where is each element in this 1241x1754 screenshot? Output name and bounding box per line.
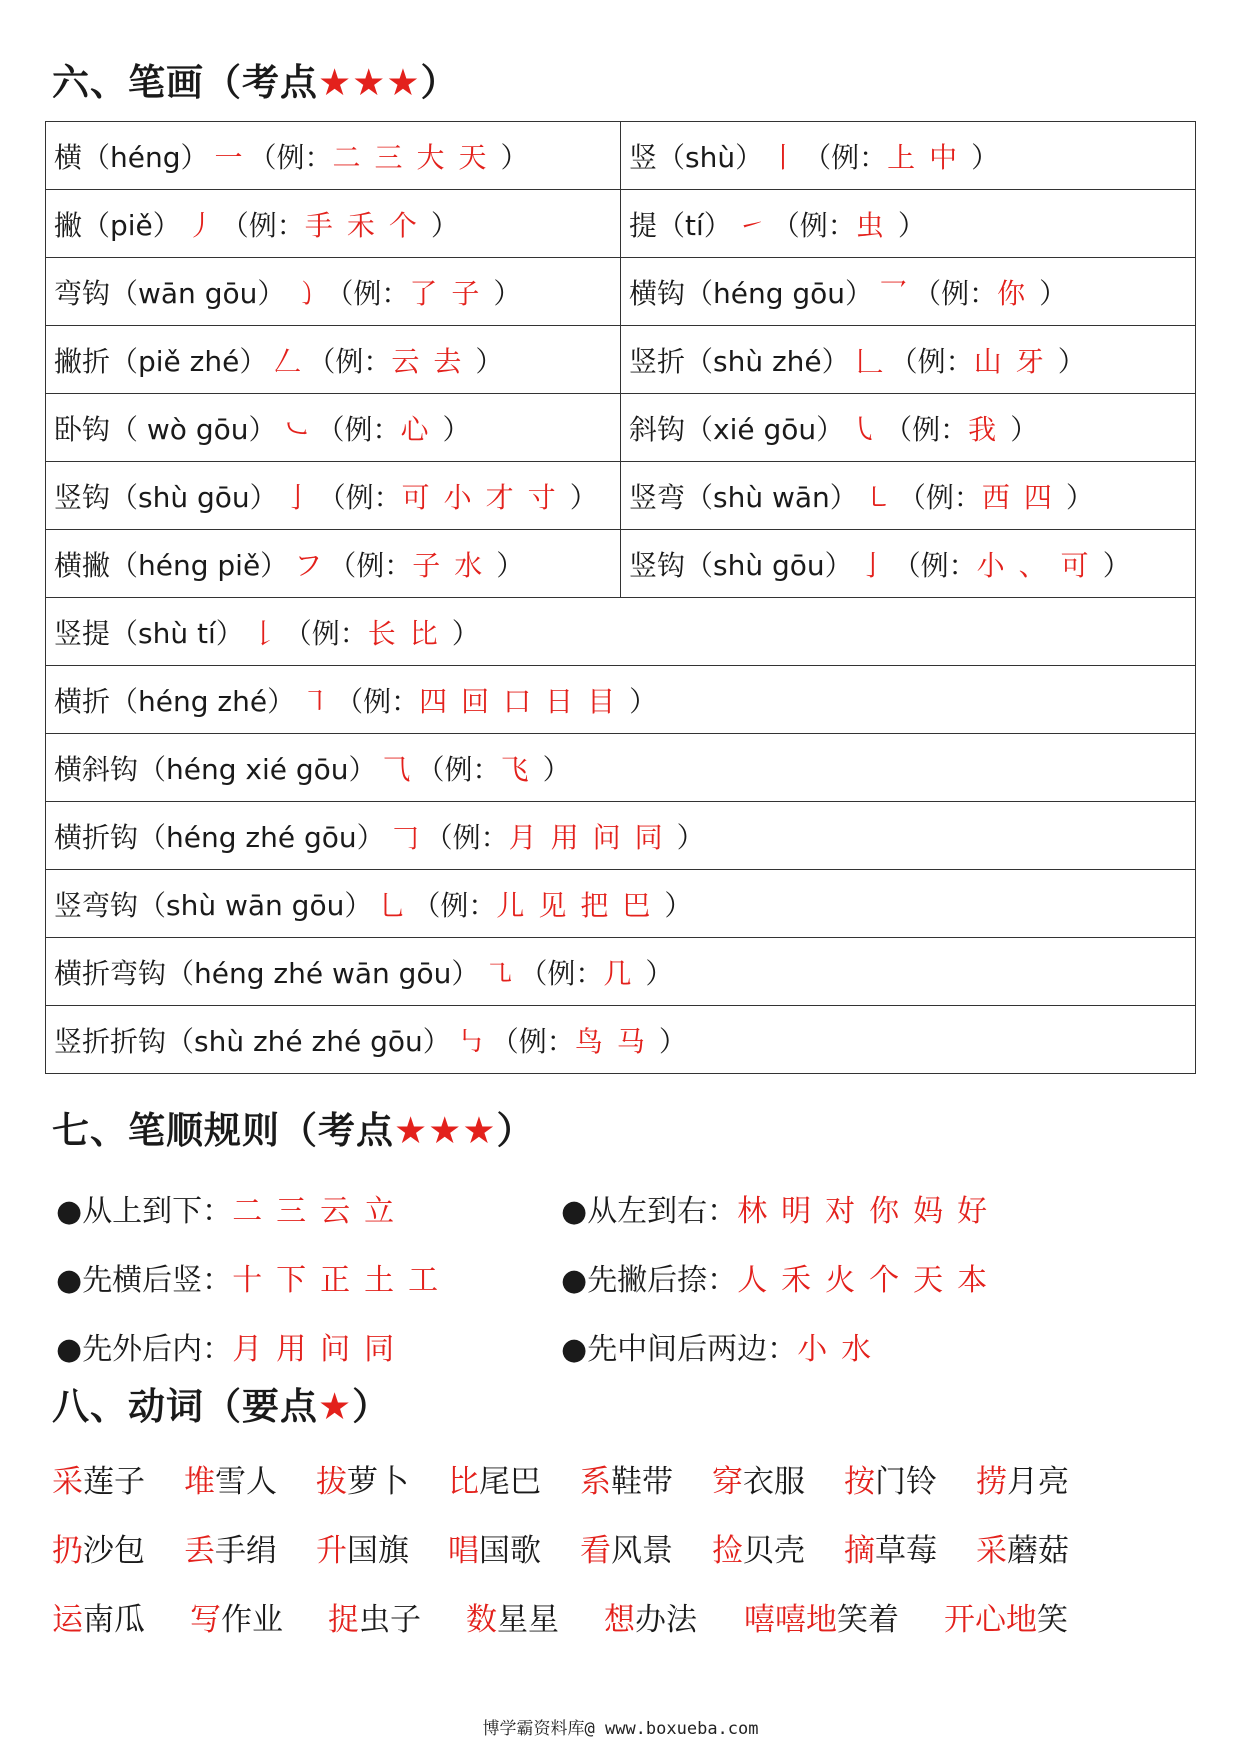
verb-word: 采	[52, 1464, 83, 1500]
rule-item	[561, 1324, 1186, 1368]
verb-object: 南瓜	[83, 1602, 145, 1638]
verb-word: 摘	[844, 1533, 875, 1569]
example-label: （例：	[889, 344, 974, 378]
example-chars: 鸟马	[574, 1024, 659, 1058]
verb-word: 采	[976, 1533, 1007, 1569]
section7-heading	[52, 1109, 535, 1152]
verb-phrase	[190, 1594, 283, 1639]
example-close: ）	[500, 140, 529, 174]
verb-object: 星星	[497, 1602, 559, 1638]
stroke-glyph: 𠃋	[273, 344, 302, 378]
verb-word: 嘻嘻地	[744, 1602, 837, 1638]
verb-phrase	[580, 1525, 673, 1570]
rule-item	[56, 1324, 561, 1368]
verb-object: 莲子	[83, 1464, 145, 1500]
stroke-cell	[46, 326, 621, 394]
bullet-icon: ●	[561, 1262, 588, 1298]
stroke-glyph: ㇃	[282, 412, 311, 446]
example-close: ）	[493, 276, 522, 310]
verb-word: 拔	[316, 1464, 347, 1500]
verb-phrase	[976, 1456, 1069, 1501]
verb-phrase	[712, 1525, 805, 1570]
rule-item	[561, 1255, 1186, 1299]
bullet-icon: ●	[56, 1193, 83, 1229]
stroke-row	[46, 734, 1196, 802]
stroke-cell	[621, 122, 1196, 190]
example-chars: 长比	[367, 616, 452, 650]
rule-chars: 月用问同	[232, 1331, 409, 1367]
verb-object: 笑	[1037, 1602, 1068, 1638]
example-close: ）	[645, 956, 674, 990]
stroke-row	[46, 938, 1196, 1006]
stroke-cell	[46, 258, 621, 326]
example-label: （例：	[424, 820, 509, 854]
stroke-glyph: ㇁	[291, 276, 320, 310]
example-chars: 我	[968, 412, 1011, 446]
verb-object: 萝卜	[347, 1464, 409, 1500]
stroke-name: 横撇（héng piě）	[54, 548, 289, 582]
section7-title: 七、笔顺规则	[52, 1109, 280, 1152]
stroke-name: 竖提（shù tí）	[54, 616, 244, 650]
stroke-cell	[621, 326, 1196, 394]
rule-label: 先横后竖：	[82, 1262, 233, 1298]
rule-chars: 林明对你妈好	[737, 1193, 1002, 1229]
example-close: ）	[1039, 276, 1068, 310]
stroke-glyph: 亅	[283, 480, 312, 514]
rule-item	[56, 1255, 561, 1299]
verb-object: 鞋带	[611, 1464, 673, 1500]
verb-phrase	[328, 1594, 421, 1639]
stroke-name: 横折弯钩（héng zhé wān gōu）	[54, 956, 480, 990]
stroke-cell	[46, 122, 621, 190]
stroke-name: 竖（shù）	[629, 140, 764, 174]
stroke-order-rules	[56, 1173, 1186, 1380]
verb-phrase	[580, 1456, 673, 1501]
stroke-name: 横斜钩（héng xié gōu）	[54, 752, 377, 786]
verb-word: 数	[466, 1602, 497, 1638]
bullet-icon: ●	[56, 1331, 83, 1367]
verb-object: 作业	[221, 1602, 283, 1638]
stroke-glyph: 乚	[378, 888, 407, 922]
example-chars: 心	[400, 412, 443, 446]
example-close: ）	[658, 1024, 687, 1058]
verb-word: 捡	[712, 1533, 743, 1569]
verb-word: 捞	[976, 1464, 1007, 1500]
bullet-icon: ●	[561, 1331, 588, 1367]
example-close: ）	[496, 548, 525, 582]
verb-phrase	[844, 1525, 937, 1570]
verb-word: 比	[448, 1464, 479, 1500]
example-close: ）	[664, 888, 693, 922]
example-chars: 虫	[855, 208, 898, 242]
verb-word: 看	[580, 1533, 611, 1569]
stroke-cell	[46, 1006, 1196, 1074]
verb-phrase	[316, 1525, 409, 1570]
section6-note-prefix: （考点	[204, 61, 318, 104]
stroke-row	[46, 666, 1196, 734]
stroke-cell	[46, 394, 621, 462]
verb-row	[52, 1513, 1202, 1582]
verb-object: 尾巴	[479, 1464, 541, 1500]
verb-word: 按	[844, 1464, 875, 1500]
verb-word: 丢	[184, 1533, 215, 1569]
rule-item	[56, 1186, 561, 1230]
rule-chars: 人禾火个天本	[737, 1262, 1002, 1298]
example-chars: 了子	[409, 276, 494, 310]
stroke-cell	[46, 666, 1196, 734]
verb-phrase	[52, 1456, 145, 1501]
section7-note-suffix: ）	[496, 1109, 535, 1152]
stroke-cell	[46, 598, 1196, 666]
section6-heading	[52, 61, 459, 104]
example-chars: 云去	[391, 344, 476, 378]
verb-phrase	[744, 1594, 899, 1639]
stroke-name: 弯钩（wān gōu）	[54, 276, 286, 310]
section7-note-prefix: （考点	[280, 1109, 394, 1152]
example-label: （例：	[325, 276, 410, 310]
rule-label: 先中间后两边：	[587, 1331, 798, 1367]
example-label: （例：	[412, 888, 497, 922]
example-close: ）	[897, 208, 926, 242]
stroke-cell	[621, 462, 1196, 530]
section7-stars: ★★★	[394, 1109, 497, 1152]
verb-object: 沙包	[83, 1533, 145, 1569]
example-close: ）	[442, 412, 471, 446]
rule-label: 先撇后捺：	[587, 1262, 738, 1298]
example-chars: 西四	[981, 480, 1066, 514]
example-label: （例：	[803, 140, 888, 174]
stroke-glyph: 𠃌	[390, 820, 419, 854]
stroke-row	[46, 326, 1196, 394]
example-close: ）	[1102, 548, 1131, 582]
bullet-icon: ●	[56, 1262, 83, 1298]
example-close: ）	[475, 344, 504, 378]
stroke-name: 卧钩（ wò gōu）	[54, 412, 277, 446]
stroke-glyph: 𠃊	[855, 344, 884, 378]
stroke-glyph: ⺄	[382, 752, 411, 786]
example-close: ）	[1065, 480, 1094, 514]
stroke-glyph: ㇉	[456, 1024, 485, 1058]
stroke-glyph: ㇀	[737, 208, 766, 242]
example-close: ）	[451, 616, 480, 650]
verb-object: 办法	[635, 1602, 697, 1638]
stroke-glyph: 一	[214, 140, 243, 174]
section8-note-prefix: （要点	[204, 1385, 318, 1428]
example-chars: 月用问同	[508, 820, 677, 854]
verb-object: 国歌	[479, 1533, 541, 1569]
stroke-cell	[621, 258, 1196, 326]
stroke-name: 竖钩（shù gōu）	[54, 480, 278, 514]
stroke-name: 竖折（shù zhé）	[629, 344, 850, 378]
verb-phrases	[52, 1444, 1202, 1651]
verb-object: 贝壳	[743, 1533, 805, 1569]
stroke-glyph: 𠄌	[249, 616, 278, 650]
verb-object: 草莓	[875, 1533, 937, 1569]
stroke-glyph: 丨	[769, 140, 798, 174]
verb-word: 扔	[52, 1533, 83, 1569]
example-label: （例：	[490, 1024, 575, 1058]
example-close: ）	[1010, 412, 1039, 446]
stroke-row	[46, 122, 1196, 190]
stroke-name: 斜钩（xié gōu）	[629, 412, 845, 446]
verb-object: 风景	[611, 1533, 673, 1569]
stroke-glyph: ㇕	[301, 684, 330, 718]
example-chars: 几	[603, 956, 646, 990]
verb-object: 手绢	[215, 1533, 277, 1569]
stroke-name: 横折钩（héng zhé gōu）	[54, 820, 385, 854]
rule-label: 从上到下：	[82, 1193, 233, 1229]
verb-row	[52, 1582, 1202, 1651]
example-chars: 子水	[412, 548, 497, 582]
verb-word: 运	[52, 1602, 83, 1638]
rule-row	[56, 1311, 1186, 1380]
stroke-cell	[621, 394, 1196, 462]
example-chars: 二三大天	[332, 140, 501, 174]
rule-row	[56, 1173, 1186, 1242]
rule-label: 先外后内：	[82, 1331, 233, 1367]
stroke-name: 竖折折钩（shù zhé zhé gōu）	[54, 1024, 451, 1058]
stroke-name: 横折（héng zhé）	[54, 684, 296, 718]
verb-phrase	[316, 1456, 409, 1501]
section8-note-suffix: ）	[352, 1385, 391, 1428]
example-close: ）	[542, 752, 571, 786]
stroke-name: 提（tí）	[629, 208, 732, 242]
verb-phrase	[184, 1525, 277, 1570]
example-label: （例：	[897, 480, 982, 514]
stroke-name: 撇折（piě zhé）	[54, 344, 268, 378]
stroke-cell	[46, 462, 621, 530]
stroke-row	[46, 1006, 1196, 1074]
stroke-name: 竖弯钩（shù wān gōu）	[54, 888, 373, 922]
stroke-glyph: フ	[294, 548, 323, 582]
stroke-name: 竖钩（shù gōu）	[629, 548, 853, 582]
verb-word: 堆	[184, 1464, 215, 1500]
example-label: （例：	[913, 276, 998, 310]
stroke-name: 横钩（héng gōu）	[629, 276, 874, 310]
verb-word: 想	[604, 1602, 635, 1638]
stroke-row	[46, 530, 1196, 598]
verb-object: 雪人	[215, 1464, 277, 1500]
verb-object: 蘑菇	[1007, 1533, 1069, 1569]
example-chars: 四回口日目	[419, 684, 630, 718]
example-label: （例：	[892, 548, 977, 582]
verb-phrase	[712, 1456, 805, 1501]
example-label: （例：	[771, 208, 856, 242]
stroke-glyph: ㇈	[485, 956, 514, 990]
example-close: ）	[629, 684, 658, 718]
verb-phrase	[52, 1594, 145, 1639]
stroke-cell	[46, 734, 1196, 802]
example-label: （例：	[307, 344, 392, 378]
example-chars: 可小才寸	[401, 480, 570, 514]
rule-label: 从左到右：	[587, 1193, 738, 1229]
stroke-cell	[621, 190, 1196, 258]
example-close: ）	[569, 480, 598, 514]
example-chars: 小、可	[976, 548, 1103, 582]
example-chars: 儿见把巴	[496, 888, 665, 922]
verb-word: 系	[580, 1464, 611, 1500]
strokes-table	[45, 121, 1196, 1074]
stroke-glyph: 亅	[858, 548, 887, 582]
stroke-glyph: ㇄	[863, 480, 892, 514]
example-label: （例：	[519, 956, 604, 990]
stroke-row	[46, 394, 1196, 462]
section8-title: 八、动词	[52, 1385, 204, 1428]
stroke-name: 竖弯（shù wān）	[629, 480, 858, 514]
rule-item	[561, 1186, 1186, 1230]
stroke-cell	[621, 530, 1196, 598]
verb-row	[52, 1444, 1202, 1513]
section8-heading	[52, 1385, 391, 1428]
rule-chars: 十下正土工	[232, 1262, 453, 1298]
example-label: （例：	[220, 208, 305, 242]
example-chars: 你	[997, 276, 1040, 310]
example-close: ）	[1057, 344, 1086, 378]
verb-object: 笑着	[837, 1602, 899, 1638]
stroke-row	[46, 870, 1196, 938]
stroke-cell	[46, 938, 1196, 1006]
section8-stars: ★	[318, 1385, 353, 1428]
verb-phrase	[976, 1525, 1069, 1570]
rule-chars: 二三云立	[232, 1193, 409, 1229]
example-close: ）	[430, 208, 459, 242]
example-label: （例：	[283, 616, 368, 650]
rule-row	[56, 1242, 1186, 1311]
section6-note-suffix: ）	[420, 61, 459, 104]
verb-phrase	[844, 1456, 937, 1501]
stroke-row	[46, 462, 1196, 530]
verb-phrase	[466, 1594, 559, 1639]
stroke-name: 横（héng）	[54, 140, 209, 174]
verb-word: 捉	[328, 1602, 359, 1638]
section6-stars: ★★★	[318, 61, 421, 104]
verb-word: 升	[316, 1533, 347, 1569]
stroke-glyph: ㇂	[850, 412, 879, 446]
example-close: ）	[676, 820, 705, 854]
stroke-cell	[46, 530, 621, 598]
stroke-row	[46, 598, 1196, 666]
verb-phrase	[448, 1456, 541, 1501]
stroke-row	[46, 802, 1196, 870]
example-label: （例：	[328, 548, 413, 582]
verb-phrase	[604, 1594, 697, 1639]
stroke-cell	[46, 870, 1196, 938]
verb-object: 月亮	[1007, 1464, 1069, 1500]
example-label: （例：	[317, 480, 402, 514]
example-chars: 手禾个	[304, 208, 431, 242]
verb-word: 写	[190, 1602, 221, 1638]
example-chars: 山牙	[973, 344, 1058, 378]
verb-phrase	[184, 1456, 277, 1501]
example-label: （例：	[335, 684, 420, 718]
stroke-glyph: 丿	[186, 208, 215, 242]
section6-title: 六、笔画	[52, 61, 204, 104]
stroke-cell	[46, 802, 1196, 870]
bullet-icon: ●	[561, 1193, 588, 1229]
example-label: （例：	[248, 140, 333, 174]
verb-object: 虫子	[359, 1602, 421, 1638]
example-chars: 飞	[500, 752, 543, 786]
stroke-name: 撇（piě）	[54, 208, 181, 242]
verb-object: 国旗	[347, 1533, 409, 1569]
stroke-row	[46, 258, 1196, 326]
footer-watermark: 博学霸资料库@ www.boxueba.com	[482, 1719, 759, 1739]
verb-object: 门铃	[875, 1464, 937, 1500]
verb-phrase	[448, 1525, 541, 1570]
verb-phrase	[52, 1525, 145, 1570]
example-label: （例：	[884, 412, 969, 446]
verb-phrase	[944, 1594, 1068, 1639]
stroke-row	[46, 190, 1196, 258]
verb-word: 穿	[712, 1464, 743, 1500]
example-label: （例：	[416, 752, 501, 786]
verb-word: 开心地	[944, 1602, 1037, 1638]
stroke-cell	[46, 190, 621, 258]
verb-word: 唱	[448, 1533, 479, 1569]
stroke-glyph: 乛	[879, 276, 908, 310]
example-label: （例：	[316, 412, 401, 446]
example-close: ）	[971, 140, 1000, 174]
verb-object: 衣服	[743, 1464, 805, 1500]
rule-chars: 小水	[797, 1331, 886, 1367]
example-chars: 上中	[887, 140, 972, 174]
